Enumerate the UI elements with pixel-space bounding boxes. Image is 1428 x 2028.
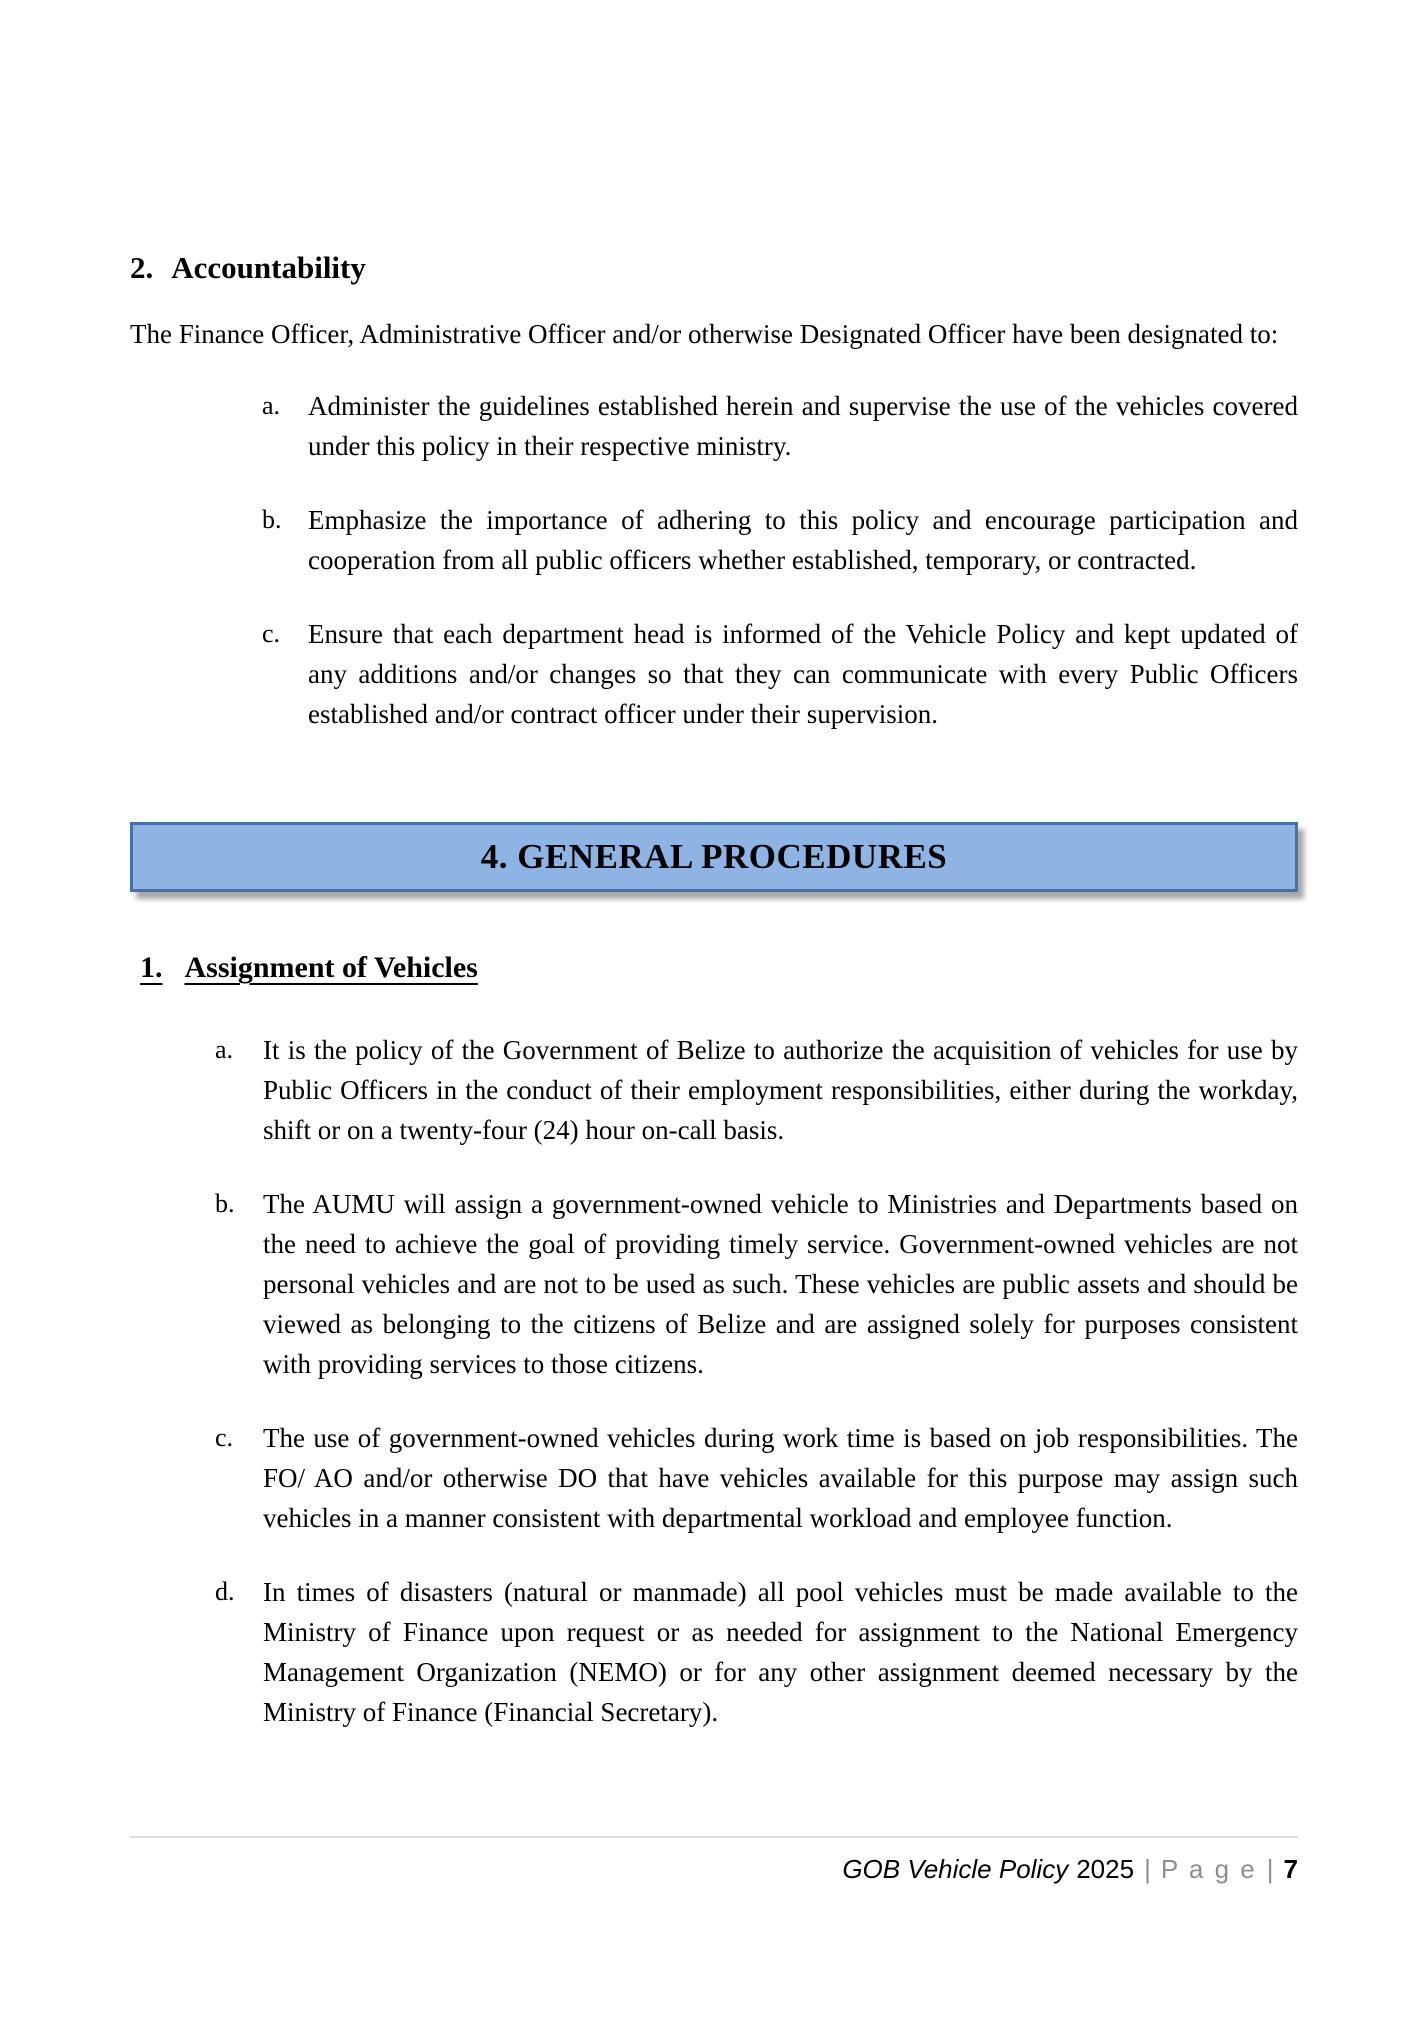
list-item-text: In times of disasters (natural or manmade) all pool vehicles must be made available to the Ministry of Finance upon request or as needed for assignment to the National Emergency Management Organization (NEMO) or for any other assignment deemed necessary by the Ministry of Finance (Financial Secretary). (263, 1577, 1298, 1727)
list-item-marker: a. (215, 1035, 234, 1064)
list-item-marker: b. (215, 1189, 235, 1218)
list-item (215, 1572, 1298, 1732)
list-item (215, 1030, 1298, 1150)
assignment-heading-number: 1. (140, 951, 163, 984)
footer-doc-title: GOB Vehicle Policy (842, 1854, 1069, 1884)
list-item-text: Administer the guidelines established herein and supervise the use of the vehicles covered under this policy in their respective ministry. (308, 391, 1298, 461)
list-item (262, 500, 1298, 580)
list-item-marker: c. (215, 1423, 234, 1452)
list-item-text: Ensure that each department head is informed of the Vehicle Policy and kept updated of any additions and/or changes so that they can communicate with every Public Officers established and/or contract officer under their supervision. (308, 619, 1298, 729)
list-item-text: The AUMU will assign a government-owned vehicle to Ministries and Departments based on the need to achieve the goal of providing timely service. Government-owned vehicles are not personal vehicles and are not to be used as such. These vehicles are public assets and should be viewed as belonging to the citizens of Belize and are assigned solely for purposes consistent with providing services to those citizens. (263, 1189, 1298, 1379)
page-footer (130, 1836, 1298, 1885)
list-item-text: It is the policy of the Government of Belize to authorize the acquisition of vehicles for use by Public Officers in the conduct of their employment responsibilities, either during the workday, shift or on a twenty-four (24) hour on-call basis. (263, 1035, 1298, 1145)
list-item (262, 386, 1298, 466)
footer-year: 2025 (1076, 1854, 1135, 1884)
footer-page-word: P a g e (1160, 1854, 1257, 1884)
footer-separator: | (1266, 1854, 1274, 1884)
page-content (130, 250, 1298, 1732)
accountability-heading (130, 250, 1298, 286)
list-item (215, 1184, 1298, 1384)
general-procedures-banner (130, 822, 1298, 892)
list-item-marker: b. (262, 505, 282, 534)
footer-page-number: 7 (1283, 1854, 1298, 1884)
list-item-text: The use of government-owned vehicles during work time is based on job responsibilities. The FO/ AO and/or otherwise DO that have vehicles available for this purpose may assign such vehicles in a manner consistent with departmental workload and employee function. (263, 1423, 1298, 1533)
assignment-heading-text: Assignment of Vehicles (184, 951, 478, 984)
accountability-heading-text: Accountability (171, 250, 366, 285)
list-item (262, 614, 1298, 734)
list-item-marker: c. (262, 619, 281, 648)
assignment-list (215, 1030, 1298, 1732)
list-item (215, 1418, 1298, 1538)
footer-separator: | (1144, 1854, 1151, 1884)
assignment-of-vehicles-heading (140, 950, 1298, 986)
accountability-heading-number: 2. (130, 250, 154, 285)
list-item-marker: d. (215, 1577, 235, 1606)
list-item-marker: a. (262, 391, 281, 420)
accountability-intro: The Finance Officer, Administrative Officer and/or otherwise Designated Officer have been designated to: (130, 319, 1279, 349)
general-procedures-banner-title: 4. GENERAL PROCEDURES (480, 837, 948, 876)
accountability-list (262, 386, 1298, 734)
list-item-text: Emphasize the importance of adhering to this policy and encourage participation and cooperation from all public officers whether established, temporary, or contracted. (308, 505, 1298, 575)
